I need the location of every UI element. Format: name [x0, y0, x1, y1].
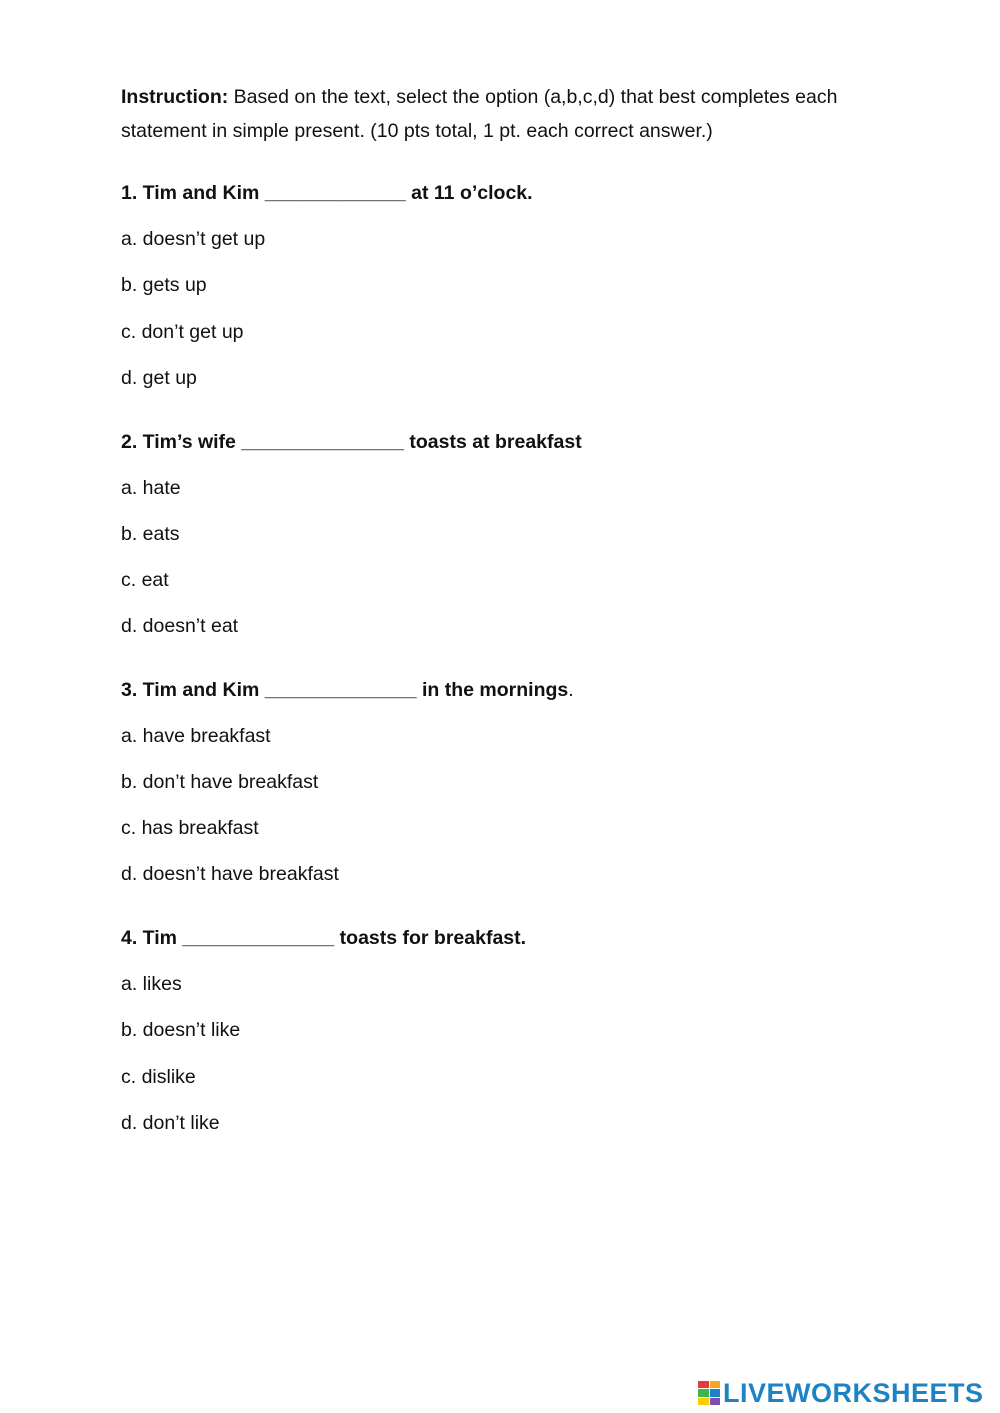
question-1: [121, 181, 941, 389]
question-3-option-a[interactable]: a. have breakfast: [121, 725, 271, 747]
question-4-option-c[interactable]: c. dislike: [121, 1066, 196, 1088]
logo-cell: [698, 1389, 709, 1396]
logo-cell: [710, 1389, 721, 1396]
brand-name: LIVEWORKSHEETS: [723, 1377, 984, 1408]
question-4-title: 4. Tim ______________ toasts for breakfast.: [121, 927, 527, 949]
liveworksheets-logo-icon: [698, 1381, 720, 1405]
logo-cell: [698, 1398, 709, 1405]
instruction-text: [121, 80, 901, 148]
question-3-option-c[interactable]: c. has breakfast: [121, 817, 259, 839]
logo-cell: [698, 1381, 709, 1388]
question-3: [121, 678, 941, 885]
question-2-option-c[interactable]: c. eat: [121, 569, 169, 591]
question-1-option-a[interactable]: a. doesn’t get up: [121, 228, 266, 250]
logo-cell: [710, 1381, 721, 1388]
question-2-option-a[interactable]: a. hate: [121, 477, 181, 499]
question-1-option-b[interactable]: b. gets up: [121, 274, 207, 296]
question-4-option-d[interactable]: d. don’t like: [121, 1112, 220, 1134]
question-3-option-b[interactable]: b. don’t have breakfast: [121, 771, 319, 793]
question-3-option-d[interactable]: d. doesn’t have breakfast: [121, 863, 339, 885]
question-1-option-c[interactable]: c. don’t get up: [121, 321, 244, 343]
question-1-option-d[interactable]: d. get up: [121, 367, 197, 389]
liveworksheets-brand[interactable]: [698, 1378, 984, 1408]
instruction-block: [121, 80, 901, 148]
question-4-option-a[interactable]: a. likes: [121, 973, 182, 995]
question-2: [121, 430, 941, 637]
question-2-title: 2. Tim’s wife _______________ toasts at breakfast: [121, 431, 582, 453]
question-1-title: 1. Tim and Kim _____________ at 11 o’clock.: [121, 182, 533, 204]
question-3-title: 3. Tim and Kim ______________ in the mornings.: [121, 679, 574, 701]
question-2-option-d[interactable]: d. doesn’t eat: [121, 615, 239, 637]
instruction-body: Based on the text, select the option (a,b,c,d) that best completes each statement in simple present. (10 pts total, 1 pt. each correct answer.): [121, 86, 838, 142]
question-2-option-b[interactable]: b. eats: [121, 523, 180, 545]
question-4: [121, 926, 941, 1134]
logo-cell: [710, 1398, 721, 1405]
instruction-label: Instruction:: [121, 86, 229, 108]
question-4-option-b[interactable]: b. doesn’t like: [121, 1019, 241, 1041]
